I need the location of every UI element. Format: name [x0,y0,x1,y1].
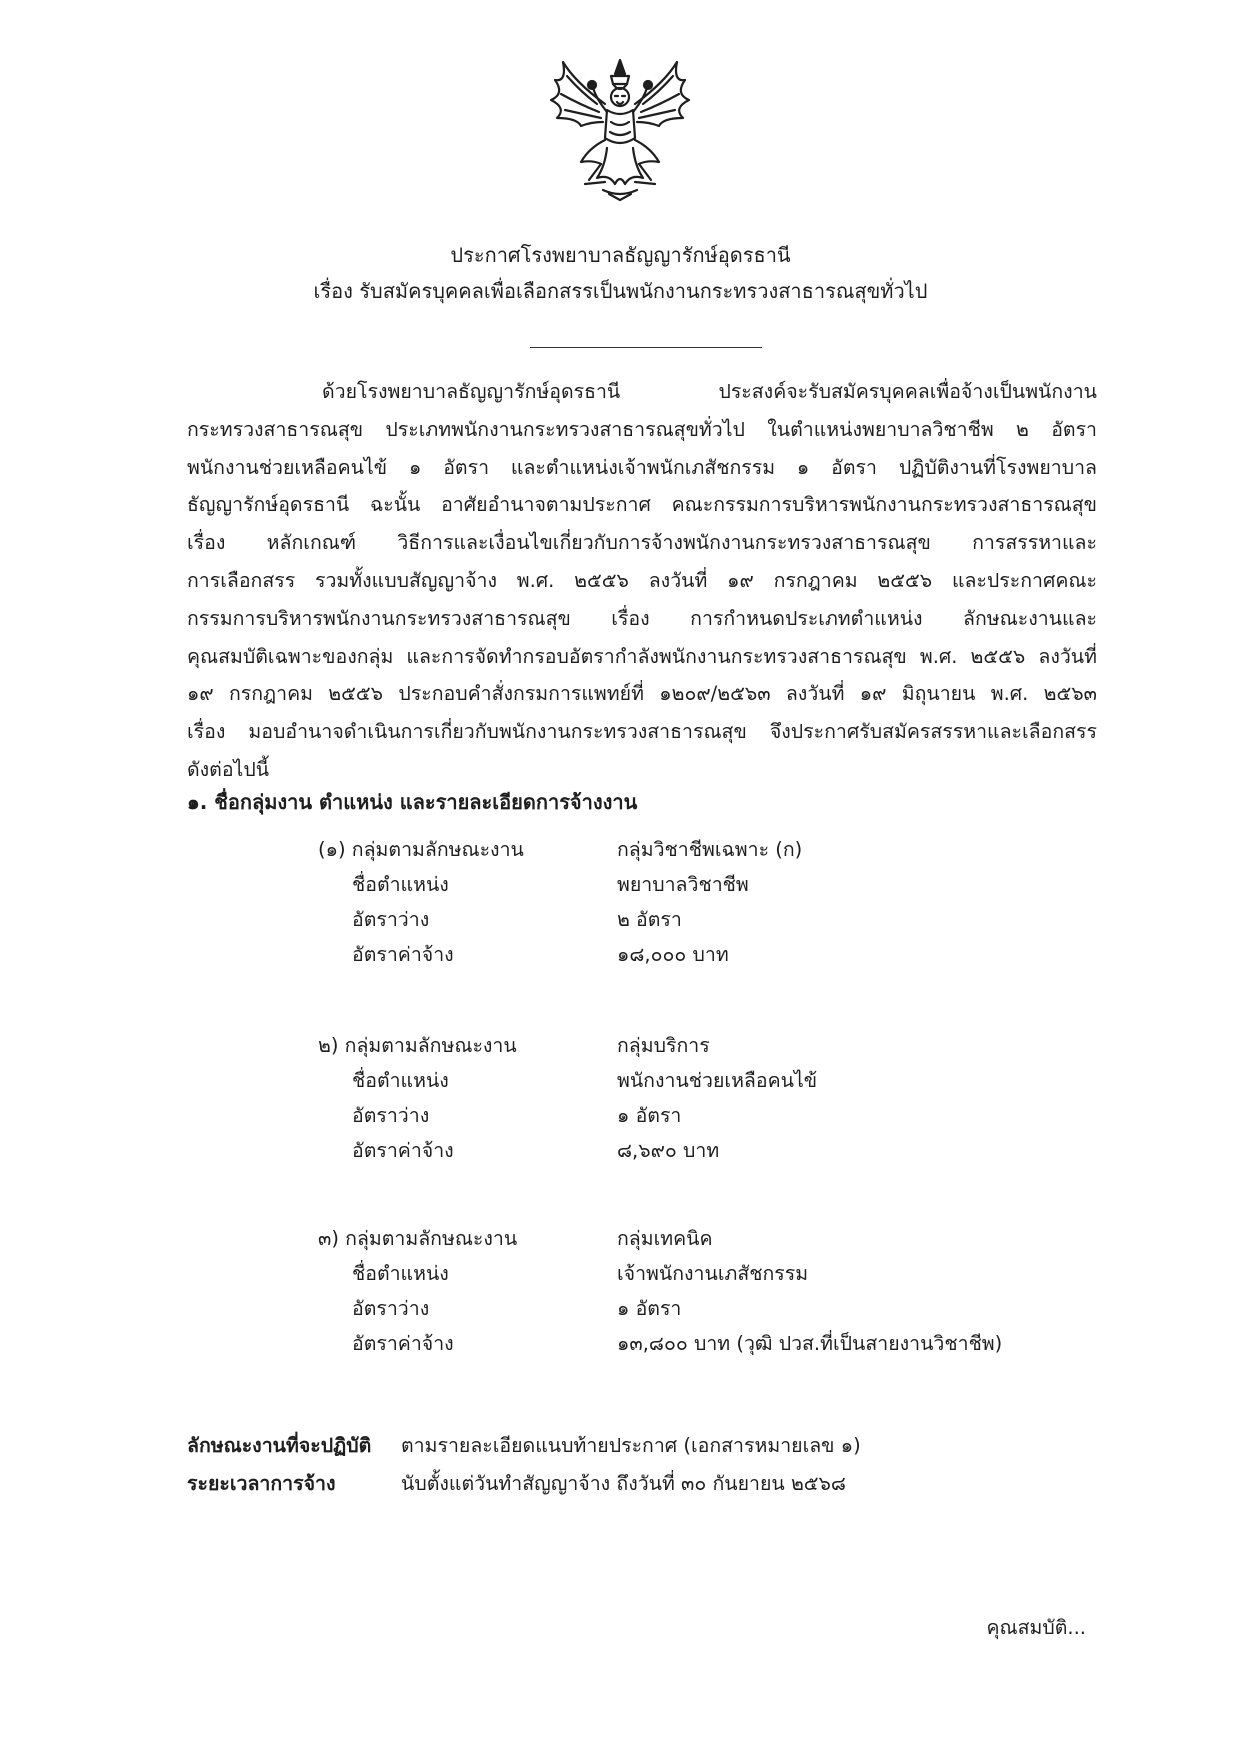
position-value: เจ้าพนักงานเภสัชกรรม [617,1262,809,1285]
group-value: กลุ่มเทคนิค [617,1227,713,1250]
duties-value: ตามรายละเอียดแนบท้ายประกาศ (เอกสารหมายเลข ๑) [401,1434,861,1457]
vacancy-value: ๑ อัตรา [617,1297,682,1320]
group-label: ๒) กลุ่มตามลักษณะงาน [318,1034,517,1057]
group-value: กลุ่มวิชาชีพเฉพาะ (ก) [617,838,803,861]
paragraph-line: เรื่อง หลักเกณฑ์ วิธีการและเงื่อนไขเกี่ยวกับการจ้างพนักงานกระทรวงสาธารณสุข การสรรหาและ [187,531,1097,555]
group-value: กลุ่มบริการ [617,1034,710,1057]
announcement-title: ประกาศโรงพยาบาลธัญญารักษ์อุดรธานี [450,243,791,267]
wage-label: อัตราค่าจ้าง [352,943,454,966]
wage-value: ๑๘,๐๐๐ บาท [617,943,729,966]
wage-row [0,1135,1241,1169]
vacancy-value: ๑ อัตรา [617,1104,682,1127]
continued-next-page: คุณสมบัติ... [986,1616,1086,1639]
paragraph-line: คุณสมบัติเฉพาะของกลุ่ม และการจัดทำกรอบอัตรากำลังพนักงานกระทรวงสาธารณสุข พ.ศ. ๒๕๕๖ ลงวันที่ [187,644,1097,668]
position-label: ชื่อตำแหน่ง [352,1262,449,1285]
paragraph-line: ด้วยโรงพยาบาลธัญญารักษ์อุดรธานี ประสงค์จะรับสมัครบุคคลเพื่อจ้างเป็นพนักงาน [322,380,1097,403]
group-row [0,1030,1241,1064]
paragraph-line: กรรมการบริหารพนักงานกระทรวงสาธารณสุข เรื่อง การกำหนดประเภทตำแหน่ง ลักษณะงานและ [187,606,1097,630]
position-label: ชื่อตำแหน่ง [352,873,449,896]
wage-row [0,939,1241,973]
group-row [0,834,1241,868]
paragraph-line: กระทรวงสาธารณสุข ประเภทพนักงานกระทรวงสาธารณสุขทั่วไป ในตำแหน่งพยาบาลวิชาชีพ ๒ อัตรา [187,417,1097,441]
wage-label: อัตราค่าจ้าง [352,1332,454,1355]
position-label: ชื่อตำแหน่ง [352,1069,449,1092]
period-value: นับตั้งแต่วันทำสัญญาจ้าง ถึงวันที่ ๓๐ กันยายน ๒๕๖๘ [401,1472,846,1495]
wage-value: ๑๓,๘๐๐ บาท (วุฒิ ปวส.ที่เป็นสายงานวิชาชีพ) [617,1332,1003,1355]
wage-row [0,1328,1241,1362]
paragraph-line: เรื่อง มอบอำนาจดำเนินการเกี่ยวกับพนักงานกระทรวงสาธารณสุข จึงประกาศรับสมัครสรรหาและเลือกสรร [187,720,1097,744]
period-label: ระยะเวลาการจ้าง [187,1472,336,1495]
announcement-subject: เรื่อง รับสมัครบุคคลเพื่อเลือกสรรเป็นพนักงานกระทรวงสาธารณสุขทั่วไป [313,279,928,303]
duties-label: ลักษณะงานที่จะปฏิบัติ [187,1434,372,1457]
position-value: พนักงานช่วยเหลือคนไข้ [617,1069,818,1092]
position-row [0,869,1241,903]
wage-label: อัตราค่าจ้าง [352,1139,454,1162]
vacancy-value: ๒ อัตรา [617,908,682,931]
paragraph-line: พนักงานช่วยเหลือคนไข้ ๑ อัตรา และตำแหน่งเจ้าพนักเภสัชกรรม ๑ อัตรา ปฏิบัติงานที่โรงพยาบาล [187,455,1097,479]
garuda-emblem-icon [545,52,695,202]
vacancy-label: อัตราว่าง [352,908,430,931]
vacancy-row [0,1100,1241,1134]
paragraph-line: ๑๙ กรกฎาคม ๒๕๕๖ ประกอบคำสั่งกรมการแพทย์ที่ ๑๒๐๙/๒๕๖๓ ลงวันที่ ๑๙ มิถุนายน พ.ศ. ๒๕๖๓ [187,682,1097,706]
paragraph-line: การเลือกสรร รวมทั้งแบบสัญญาจ้าง พ.ศ. ๒๕๕๖ ลงวันที่ ๑๙ กรกฎาคม ๒๕๕๖ และประกาศคณะ [187,568,1097,592]
group-label: (๑) กลุ่มตามลักษณะงาน [318,838,524,861]
paragraph-line: ธัญญารักษ์อุดรธานี ฉะนั้น อาศัยอำนาจตามประกาศ คณะกรรมการบริหารพนักงานกระทรวงสาธารณสุข [187,493,1097,517]
vacancy-label: อัตราว่าง [352,1297,430,1320]
wage-value: ๘,๖๙๐ บาท [617,1139,720,1162]
group-row [0,1223,1241,1257]
paragraph-line: ดังต่อไปนี้ [187,757,270,781]
group-label: ๓) กลุ่มตามลักษณะงาน [318,1227,518,1250]
position-row [0,1258,1241,1292]
vacancy-row [0,1293,1241,1327]
position-row [0,1065,1241,1099]
title-divider [530,347,762,348]
body-paragraph [187,373,1097,789]
section-1-heading: ๑. ชื่อกลุ่มงาน ตำแหน่ง และรายละเอียดการจ้างงาน [187,790,638,814]
position-value: พยาบาลวิชาชีพ [617,873,749,896]
vacancy-row [0,904,1241,938]
vacancy-label: อัตราว่าง [352,1104,430,1127]
